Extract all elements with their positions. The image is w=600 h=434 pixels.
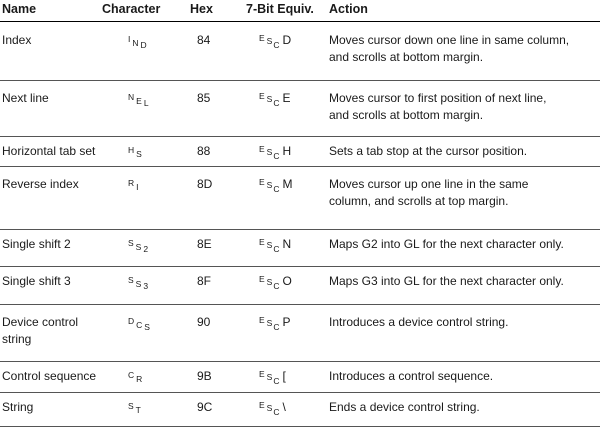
table-row xyxy=(0,136,600,166)
esc-glyph: S xyxy=(266,403,273,413)
esc-glyph: C xyxy=(273,98,280,108)
esc-glyph: E xyxy=(259,33,265,43)
cell-hex: 8F xyxy=(197,274,212,288)
esc-glyph: S xyxy=(266,372,273,382)
character-glyph: S xyxy=(135,279,142,289)
character-glyph: T xyxy=(135,405,141,415)
character-glyph: L xyxy=(143,98,149,108)
esc-glyph: C xyxy=(273,322,280,332)
character-glyph: S xyxy=(135,242,142,252)
table-row xyxy=(0,304,600,361)
final-char: M xyxy=(282,177,293,191)
character-glyph: I xyxy=(128,34,131,44)
esc-glyph: E xyxy=(259,177,265,187)
final-char: N xyxy=(282,237,292,251)
cell-action: Moves cursor down one line in same column, xyxy=(329,33,570,47)
cell-name: String xyxy=(2,400,34,414)
cell-action: Maps G2 into GL for the next character only. xyxy=(329,237,564,251)
esc-glyph: E xyxy=(259,237,265,247)
esc-glyph: C xyxy=(273,407,280,417)
character-glyph: S xyxy=(136,149,142,159)
character-glyph: S xyxy=(128,401,134,411)
esc-glyph: S xyxy=(266,318,273,328)
cell-action: Introduces a device control string. xyxy=(329,315,509,329)
cell-action: and scrolls at bottom margin. xyxy=(329,50,484,64)
final-char: D xyxy=(282,33,292,47)
cell-hex: 88 xyxy=(197,144,211,158)
final-char: [ xyxy=(282,369,286,383)
cell-character xyxy=(128,316,150,332)
final-char: P xyxy=(282,315,291,329)
character-glyph: 2 xyxy=(143,244,149,254)
character-glyph: R xyxy=(128,178,135,188)
cell-name: Single shift 2 xyxy=(2,237,71,251)
character-glyph: S xyxy=(128,275,134,285)
cell-name: Control sequence xyxy=(2,369,97,383)
esc-glyph: C xyxy=(273,151,280,161)
table-row xyxy=(0,392,600,426)
esc-glyph: E xyxy=(259,315,265,325)
table-row xyxy=(0,266,600,304)
table-row xyxy=(0,22,600,80)
table-row xyxy=(0,229,600,266)
cell-hex: 8D xyxy=(197,177,213,191)
cell-character xyxy=(128,401,141,415)
header-character: Character xyxy=(102,2,161,16)
final-char: O xyxy=(282,274,292,288)
cell-7bit-equiv xyxy=(259,144,292,161)
character-glyph: 3 xyxy=(143,281,149,291)
table-row xyxy=(0,361,600,392)
cell-action: and scrolls at bottom margin. xyxy=(329,108,484,122)
character-glyph: E xyxy=(136,96,142,106)
esc-glyph: C xyxy=(273,281,280,291)
cell-action: Maps G3 into GL for the next character only. xyxy=(329,274,564,288)
esc-glyph: C xyxy=(273,40,280,50)
esc-glyph: E xyxy=(259,369,265,379)
cell-hex: 9C xyxy=(197,400,213,414)
esc-glyph: S xyxy=(266,240,273,250)
character-glyph: D xyxy=(140,40,147,50)
character-glyph: D xyxy=(128,316,135,326)
character-glyph: N xyxy=(132,38,139,48)
cell-7bit-equiv xyxy=(259,400,286,417)
esc-glyph: E xyxy=(259,274,265,284)
character-glyph: C xyxy=(128,370,135,380)
cell-action: column, and scrolls at top margin. xyxy=(329,194,509,208)
cell-action: Moves cursor to first position of next line, xyxy=(329,91,547,105)
esc-glyph: S xyxy=(266,36,273,46)
cell-character xyxy=(128,178,139,192)
character-glyph: H xyxy=(128,145,135,155)
esc-glyph: S xyxy=(266,277,273,287)
cell-name: Index xyxy=(2,33,32,47)
character-glyph: S xyxy=(128,238,134,248)
character-glyph: N xyxy=(128,92,135,102)
cell-7bit-equiv xyxy=(259,237,292,254)
table-row xyxy=(0,80,600,136)
esc-glyph: C xyxy=(273,376,280,386)
cell-hex: 84 xyxy=(197,33,211,47)
cell-name: Next line xyxy=(2,91,49,105)
header-name: Name xyxy=(2,2,37,16)
cell-action: Moves cursor up one line in the same xyxy=(329,177,529,191)
cell-character xyxy=(128,238,149,254)
esc-glyph: C xyxy=(273,184,280,194)
final-char: \ xyxy=(282,400,286,414)
cell-name: Reverse index xyxy=(2,177,79,191)
cell-7bit-equiv xyxy=(259,91,291,108)
cell-7bit-equiv xyxy=(259,274,292,291)
cell-action: Sets a tab stop at the cursor position. xyxy=(329,144,528,158)
cell-hex: 90 xyxy=(197,315,211,329)
esc-glyph: S xyxy=(266,147,273,157)
cell-7bit-equiv xyxy=(259,315,291,332)
header-7bit-equiv: 7-Bit Equiv. xyxy=(246,2,314,16)
esc-glyph: S xyxy=(266,94,273,104)
esc-glyph: S xyxy=(266,180,273,190)
cell-character xyxy=(128,34,147,50)
cell-character xyxy=(128,370,143,384)
esc-glyph: E xyxy=(259,91,265,101)
esc-glyph: E xyxy=(259,144,265,154)
cell-name: Horizontal tab set xyxy=(2,144,96,158)
esc-glyph: E xyxy=(259,400,265,410)
cell-7bit-equiv xyxy=(259,33,292,50)
cell-name: Device control xyxy=(2,315,79,329)
row-divider xyxy=(0,426,600,427)
cell-7bit-equiv xyxy=(259,369,286,386)
cell-name: Single shift 3 xyxy=(2,274,71,288)
header-hex: Hex xyxy=(190,2,213,16)
cell-action: Introduces a control sequence. xyxy=(329,369,494,383)
cell-hex: 8E xyxy=(197,237,212,251)
final-char: H xyxy=(282,144,292,158)
esc-glyph: C xyxy=(273,244,280,254)
final-char: E xyxy=(282,91,291,105)
cell-hex: 9B xyxy=(197,369,212,383)
character-glyph: I xyxy=(136,182,139,192)
character-glyph: R xyxy=(136,374,143,384)
cell-character xyxy=(128,92,149,108)
cell-hex: 85 xyxy=(197,91,211,105)
cell-name: string xyxy=(2,332,32,346)
character-glyph: S xyxy=(144,322,150,332)
cell-character xyxy=(128,275,149,291)
cell-character xyxy=(128,145,142,159)
table-row xyxy=(0,166,600,229)
character-glyph: C xyxy=(136,320,143,330)
cell-7bit-equiv xyxy=(259,177,293,194)
header-action: Action xyxy=(329,2,368,16)
cell-action: Ends a device control string. xyxy=(329,400,480,414)
